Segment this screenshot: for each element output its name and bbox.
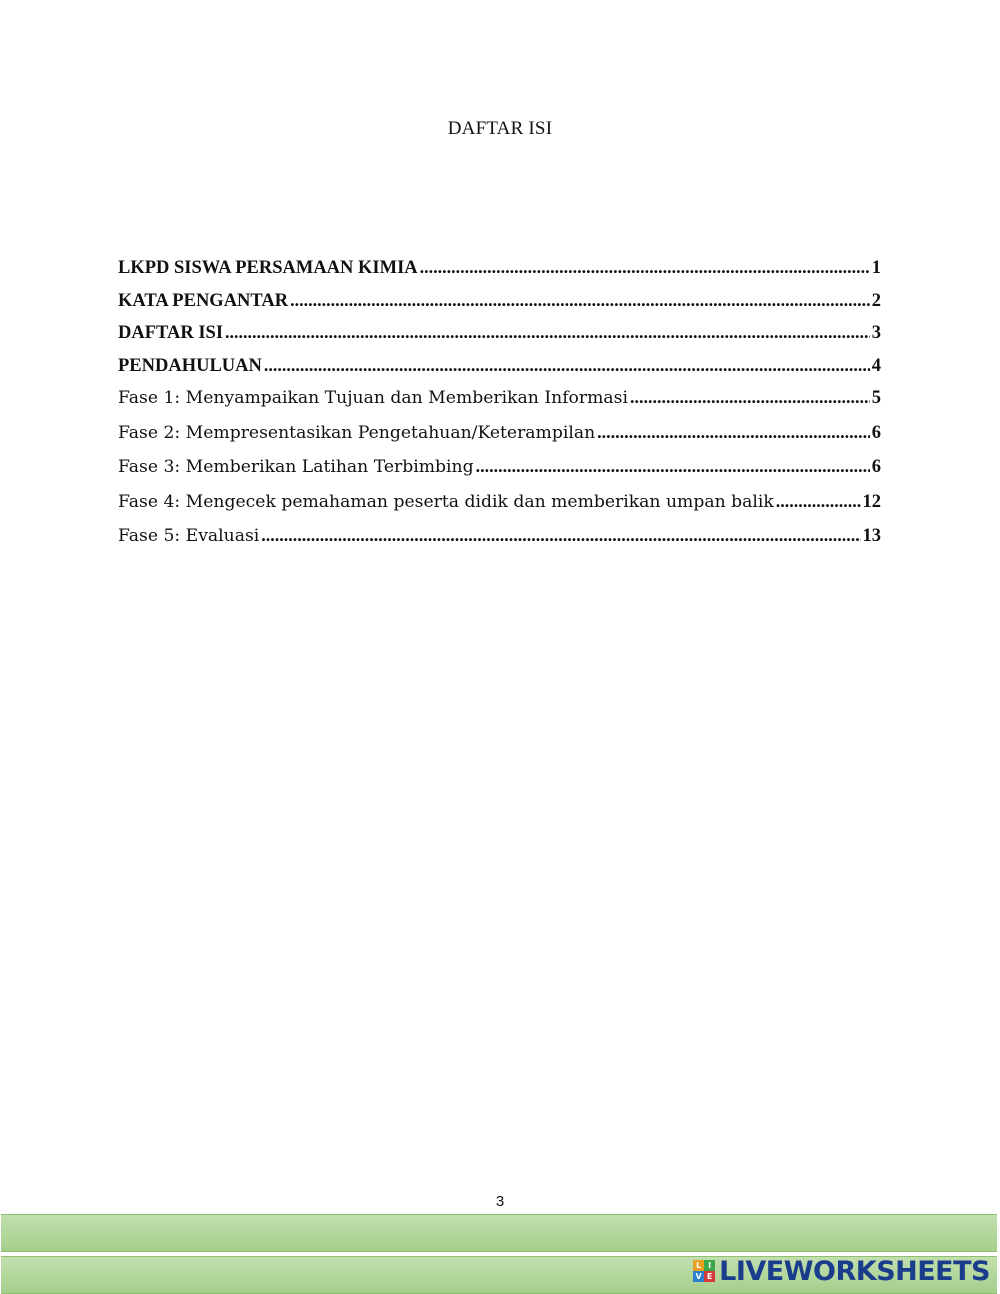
toc-entry-page: 2 [871, 290, 881, 311]
liveworksheets-logo-icon [693, 1260, 715, 1282]
toc-dot-leader [597, 422, 870, 443]
toc-entry [118, 290, 881, 323]
toc-entry [118, 322, 881, 355]
toc-dot-leader [776, 491, 861, 512]
toc-entry [118, 422, 881, 457]
toc-entry-label: DAFTAR ISI [118, 323, 224, 343]
toc-dot-leader [264, 355, 870, 376]
toc-entry-label: Fase 4: Mengecek pemahaman peserta didik dan memberikan umpan balik [118, 491, 774, 512]
page-title: DAFTAR ISI [447, 118, 553, 139]
toc-entry-label: PENDAHULUAN [118, 355, 262, 376]
toc-dot-leader [476, 456, 870, 477]
toc-entry-label: Fase 3: Memberikan Latihan Terbimbing [118, 457, 474, 478]
logo-tile: E [704, 1271, 715, 1282]
toc-entry-page: 6 [871, 422, 881, 443]
toc-dot-leader [261, 525, 860, 546]
page-number: 3 [495, 1193, 505, 1210]
toc-entry [118, 257, 881, 290]
toc-entry-page: 4 [871, 355, 881, 376]
toc-entry-page: 13 [862, 526, 881, 547]
toc-entry-label: Fase 5: Evaluasi [118, 526, 260, 547]
table-of-contents [118, 257, 881, 560]
toc-entry-label: LKPD SISWA PERSAMAAN KIMIA [118, 258, 418, 278]
footer-band-top [1, 1214, 997, 1252]
toc-dot-leader [290, 290, 870, 311]
logo-tile: I [704, 1260, 715, 1271]
toc-entry-page: 1 [871, 258, 881, 278]
liveworksheets-logo[interactable] [693, 1256, 990, 1286]
toc-entry [118, 491, 881, 526]
liveworksheets-logo-text: LIVEWORKSHEETS [719, 1255, 990, 1287]
toc-entry [118, 456, 881, 491]
toc-entry [118, 355, 881, 388]
logo-tile: L [693, 1260, 704, 1271]
toc-entry-label: Fase 2: Mempresentasikan Pengetahuan/Keterampilan [118, 422, 596, 443]
toc-entry-page: 12 [862, 491, 881, 512]
toc-dot-leader [630, 387, 870, 408]
toc-entry [118, 525, 881, 560]
toc-entry-label: Fase 1: Menyampaikan Tujuan dan Memberikan Informasi [118, 388, 628, 408]
toc-dot-leader [420, 257, 870, 278]
toc-entry-label: KATA PENGANTAR [118, 290, 289, 311]
toc-dot-leader [225, 322, 870, 343]
logo-tile: V [693, 1271, 704, 1282]
toc-entry-page: 3 [871, 323, 881, 343]
toc-entry-page: 5 [871, 388, 881, 408]
toc-entry-page: 6 [871, 457, 881, 478]
toc-entry [118, 387, 881, 422]
